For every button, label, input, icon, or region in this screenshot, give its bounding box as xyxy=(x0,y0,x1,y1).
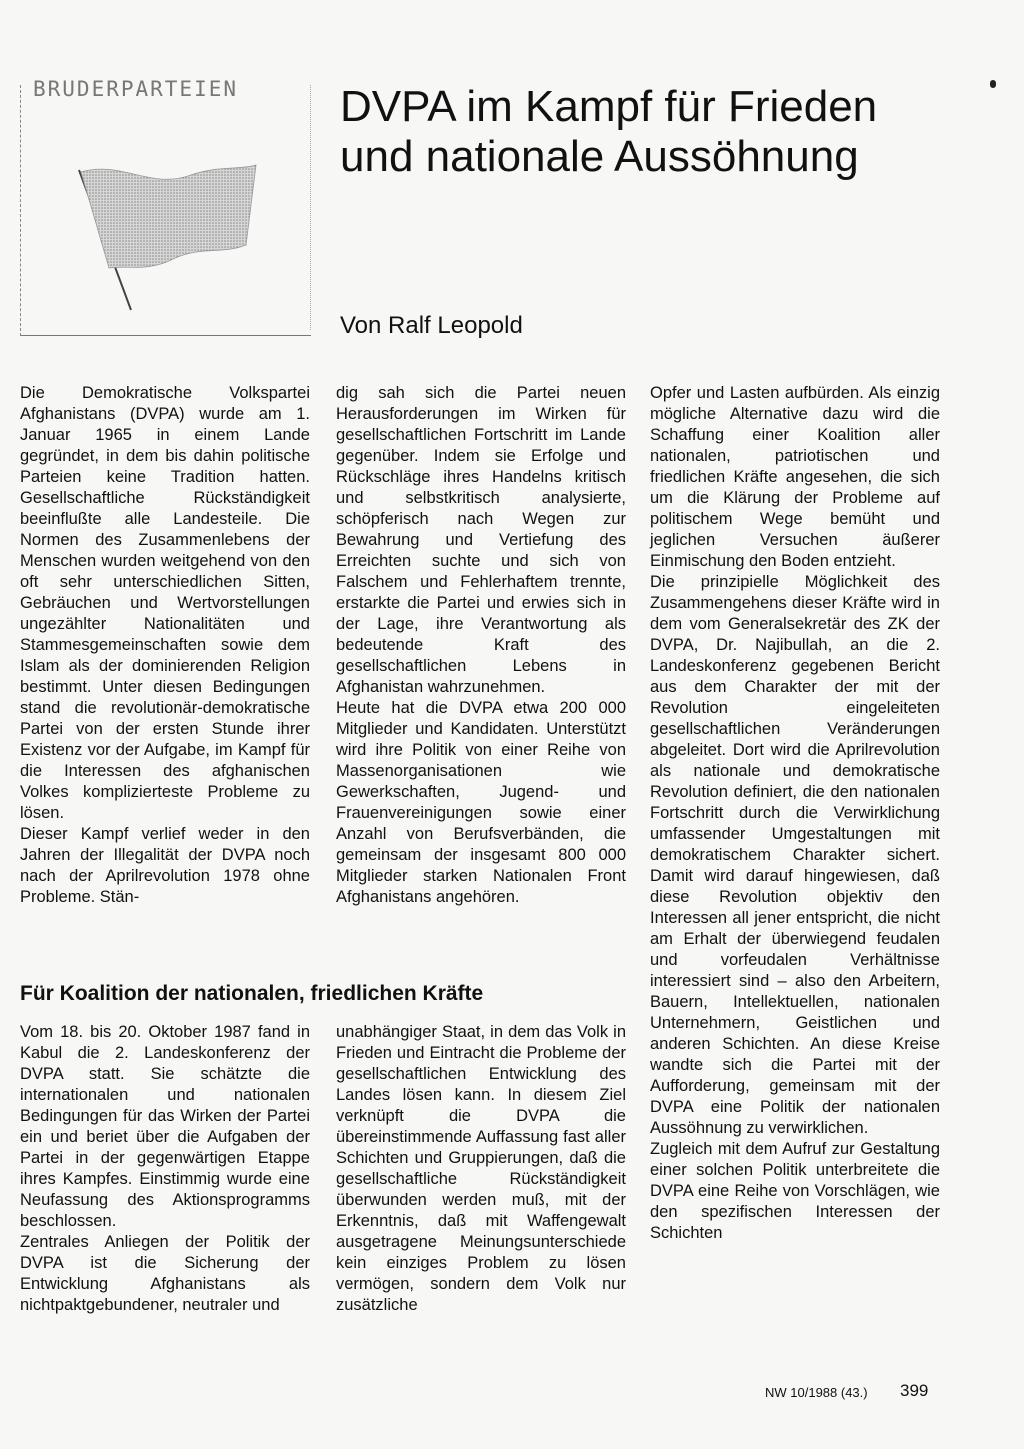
paragraph: dig sah sich die Partei neuen Herausforderungen im Wirken für gesellschaftlichen Fortschritt im Lande gegenüber. Indem sie Erfolge und Rückschläge ihres Handelns kritisch und selbstkritisch analysierte, schöpferisch nach Wegen zur Bewahrung und Vertiefung des Erreichten suchte und sich von Falschem und Fehlerhaftem trennte, erstarkte die Partei und erwies sich in der Lage, ihre Verantwortung als bedeutende Kraft des gesellschaftlichen Lebens in Afghanistan wahrzunehmen. xyxy=(336,384,626,696)
subheading: Für Koalition der nationalen, friedlichen Kräfte xyxy=(20,982,484,1005)
rubric-box xyxy=(20,77,311,336)
paragraph: Die Demokratische Volkspartei Afghanistans (DVPA) wurde am 1. Januar 1965 in einem Lande gegründet, in dem bis dahin politische Parteien keine Tradition hatten. Gesellschaftliche Rückständigkeit beeinflußte alle Landesteile. Die Normen des Zusammenlebens der Menschen wurden weitgehend von den oft sehr unterschiedlichen Sitten, Gebräuchen und Wertvorstellungen ungezählter Nationalitäten und Stammesgemeinschaften sowie dem Islam als der dominierenden Religion bestimmt. Unter diesen Bedingungen stand die revolutionär-demokratische Partei von der ersten Stunde ihrer Existenz vor der Aufgabe, im Kampf für die Interessen des afghanischen Volkes komplizierteste Probleme zu lösen. xyxy=(20,384,310,822)
column-2 xyxy=(336,383,626,908)
headline-line-1: DVPA im Kampf für Frieden xyxy=(340,82,878,131)
column-2-lower xyxy=(336,1022,626,1316)
column-1 xyxy=(20,383,310,908)
flag-icon xyxy=(71,150,261,320)
paragraph: Zentrales Anliegen der Politik der DVPA ist die Sicherung der Entwicklung Afghanistans als nichtpaktgebundener, neutraler und xyxy=(20,1233,310,1314)
headline xyxy=(340,82,980,182)
headline-line-2: und nationale Aussöhnung xyxy=(340,132,859,181)
issue-info: NW 10/1988 (43.) xyxy=(765,1385,868,1400)
paragraph: Vom 18. bis 20. Oktober 1987 fand in Kabul die 2. Landeskonferenz der DVPA statt. Sie schätzte die internationalen und nationalen Bedingungen für das Wirken der Partei ein und beriet über die Aufgaben der Partei in der gegenwärtigen Etappe ihres Kampfes. Einstimmig wurde eine Neufassung des Aktionsprogramms beschlossen. xyxy=(20,1023,310,1230)
paragraph: Opfer und Lasten aufbürden. Als einzig mögliche Alternative dazu wird die Schaffung einer Koalition aller nationalen, patriotischen und friedlichen Kräfte angesehen, die sich um die Klärung der Probleme auf politischem Wege bemüht und jeglichen Versuchen äußerer Einmischung den Boden entzieht. xyxy=(650,384,940,570)
column-1-lower xyxy=(20,1022,310,1316)
column-3 xyxy=(650,383,940,1244)
paragraph: unabhängiger Staat, in dem das Volk in Frieden und Eintracht die Probleme der gesellschaftlichen Entwicklung des Landes lösen kann. In diesem Ziel verknüpft die DVPA die übereinstimmende Auffassung fast aller Schichten und Gruppierungen, daß die gesellschaftliche Rückständigkeit überwunden werden muß, mit der Erkenntnis, daß mit Waffengewalt ausgetragene Meinungsunterschiede kein einziges Problem zu lösen vermögen, sondern dem Volk nur zusätzliche xyxy=(336,1023,626,1314)
page-number: 399 xyxy=(900,1381,929,1400)
paragraph: Zugleich mit dem Aufruf zur Gestaltung einer solchen Politik unterbreitete die DVPA eine Reihe von Vorschlägen, wie den spezifischen Interessen der Schichten xyxy=(650,1140,940,1242)
ink-dot xyxy=(990,80,996,88)
paragraph: Heute hat die DVPA etwa 200 000 Mitglieder und Kandidaten. Unterstützt wird ihre Politik von einer Reihe von Massenorganisationen wie Gewerkschaften, Jugend- und Frauenvereinigungen sowie einer Anzahl von Berufsverbänden, die gemeinsam der insgesamt 800 000 Mitglieder starken Nationalen Front Afghanistans angehören. xyxy=(336,699,626,906)
paragraph: Dieser Kampf verlief weder in den Jahren der Illegalität der DVPA noch nach der Aprilrevolution 1978 ohne Probleme. Stän- xyxy=(20,825,310,906)
byline: Von Ralf Leopold xyxy=(340,312,523,339)
rubric-border xyxy=(309,85,311,330)
rubric-label: BRUDERPARTEIEN xyxy=(29,77,242,101)
paragraph: Die prinzipielle Möglichkeit des Zusammengehens dieser Kräfte wird in dem vom Generalsekretär des ZK der DVPA, Dr. Najibullah, an die 2. Landeskonferenz gegebenen Bericht aus dem Charakter der mit der Revolution eingeleiteten gesellschaftlichen Veränderungen abgeleitet. Dort wird die Aprilrevolution als nationale und demokratische Revolution definiert, die den nationalen Fortschritt durch die Verwirklichung umfassender Umgestaltungen mit demokratischem Charakter sichert. Damit wird darauf hingewiesen, daß diese Revolution objektiv den Interessen all jener entspricht, die nicht am Erhalt der überwiegend feudalen und vorfeudalen Verhältnisse interessiert sind – also den Arbeitern, Bauern, Intellektuellen, nationalen Unternehmern, Geistlichen und anderen Schichten. An diese Kreise wandte sich die Partei mit der Aufforderung, gemeinsam mit der DVPA eine Politik der nationalen Aussöhnung zu verwirklichen. xyxy=(650,573,940,1137)
